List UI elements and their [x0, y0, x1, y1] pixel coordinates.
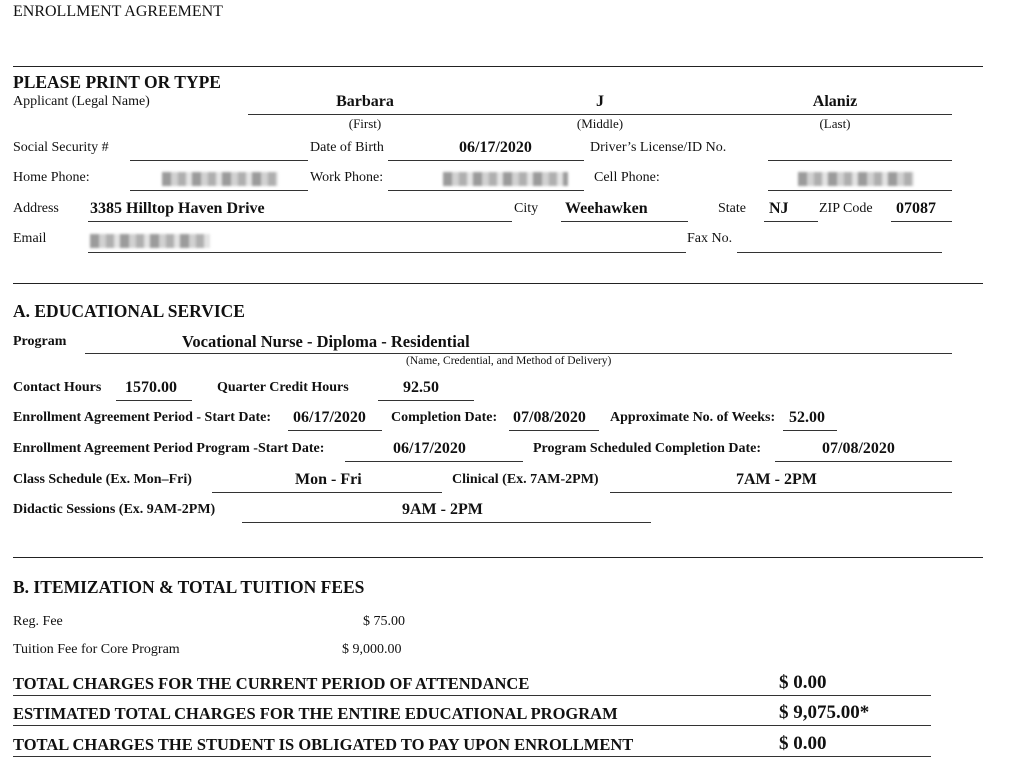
home-phone-field[interactable] — [130, 190, 308, 191]
divider — [13, 283, 983, 284]
city-label: City — [514, 201, 539, 216]
work-phone-field[interactable] — [388, 190, 584, 191]
document-title: ENROLLMENT AGREEMENT — [13, 3, 223, 20]
cell-phone-field[interactable] — [768, 190, 952, 191]
period-start-label: Enrollment Agreement Period - Start Date: — [13, 410, 272, 425]
program-completion-value[interactable]: 07/08/2020 — [822, 440, 895, 457]
program-label: Program — [13, 334, 67, 349]
work-phone-label: Work Phone: — [310, 170, 384, 185]
contact-hours-label: Contact Hours — [13, 380, 102, 395]
address-value[interactable]: 3385 Hilltop Haven Drive — [90, 200, 265, 217]
license-field[interactable] — [768, 160, 952, 161]
total-enroll-label: TOTAL CHARGES THE STUDENT IS OBLIGATED TO PAY UPON ENROLLMENT — [13, 735, 634, 754]
class-schedule-value[interactable]: Mon - Fri — [295, 471, 362, 488]
address-label: Address — [13, 201, 59, 216]
weeks-value[interactable]: 52.00 — [789, 409, 825, 426]
class-schedule-label: Class Schedule (Ex. Mon–Fri) — [13, 472, 192, 487]
dob-underline — [388, 160, 584, 161]
contact-hours-underline — [116, 400, 192, 401]
city-value[interactable]: Weehawken — [565, 200, 648, 217]
total-current-value: $ 0.00 — [779, 672, 827, 693]
completion-label: Completion Date: — [391, 410, 498, 425]
applicant-label: Applicant (Legal Name) — [13, 94, 150, 109]
total-program-underline — [13, 725, 931, 726]
last-caption: (Last) — [819, 116, 851, 131]
period-start-value[interactable]: 06/17/2020 — [293, 409, 366, 426]
section-heading-education: A. EDUCATIONAL SERVICE — [13, 301, 245, 321]
total-program-value: $ 9,075.00* — [779, 702, 870, 723]
tuition-value: $ 9,000.00 — [342, 642, 402, 657]
redacted-work-phone — [443, 172, 568, 186]
state-underline — [764, 221, 818, 222]
email-label: Email — [13, 231, 47, 246]
section-heading-fees: B. ITEMIZATION & TOTAL TUITION FEES — [13, 577, 365, 597]
license-label: Driver’s License/ID No. — [590, 140, 727, 155]
contact-hours-value[interactable]: 1570.00 — [125, 379, 177, 396]
last-name-value[interactable]: Alaniz — [812, 93, 858, 110]
program-value[interactable]: Vocational Nurse - Diploma - Residential — [182, 332, 470, 351]
total-enroll-value: $ 0.00 — [779, 733, 827, 754]
total-enroll-underline — [13, 756, 931, 757]
weeks-label: Approximate No. of Weeks: — [610, 410, 776, 425]
dob-label: Date of Birth — [310, 140, 384, 155]
reg-fee-label: Reg. Fee — [13, 614, 63, 629]
redacted-cell-phone — [798, 172, 914, 186]
clinical-underline — [610, 492, 952, 493]
clinical-value[interactable]: 7AM - 2PM — [736, 471, 817, 488]
didactic-underline — [242, 522, 651, 523]
didactic-value[interactable]: 9AM - 2PM — [402, 501, 483, 518]
total-current-label: TOTAL CHARGES FOR THE CURRENT PERIOD OF ATTENDANCE — [13, 674, 530, 693]
name-underline — [248, 114, 952, 115]
total-current-underline — [13, 695, 931, 696]
program-start-value[interactable]: 06/17/2020 — [393, 440, 466, 457]
program-start-label: Enrollment Agreement Period Program -Start Date: — [13, 441, 325, 456]
credit-hours-underline — [378, 400, 474, 401]
ssn-label: Social Security # — [13, 140, 109, 155]
period-start-underline — [288, 430, 382, 431]
divider — [13, 66, 983, 67]
fax-field[interactable] — [737, 252, 942, 253]
clinical-label: Clinical (Ex. 7AM-2PM) — [452, 472, 599, 487]
middle-name-value[interactable]: J — [596, 93, 604, 110]
divider — [13, 557, 983, 558]
completion-value[interactable]: 07/08/2020 — [513, 409, 586, 426]
redacted-home-phone — [162, 172, 278, 186]
first-name-value[interactable]: Barbara — [336, 93, 394, 110]
didactic-label: Didactic Sessions (Ex. 9AM-2PM) — [13, 502, 216, 517]
cell-phone-label: Cell Phone: — [594, 170, 660, 185]
address-underline — [88, 221, 512, 222]
tuition-label: Tuition Fee for Core Program — [13, 642, 180, 657]
zip-value[interactable]: 07087 — [896, 200, 936, 217]
class-schedule-underline — [212, 492, 442, 493]
credit-hours-value[interactable]: 92.50 — [403, 379, 439, 396]
program-start-underline — [345, 461, 523, 462]
ssn-field[interactable] — [130, 160, 308, 161]
credit-hours-label: Quarter Credit Hours — [217, 380, 349, 395]
reg-fee-value: $ 75.00 — [363, 614, 405, 629]
completion-underline — [509, 430, 599, 431]
home-phone-label: Home Phone: — [13, 170, 90, 185]
middle-caption: (Middle) — [576, 116, 624, 131]
first-caption: (First) — [348, 116, 382, 131]
fax-label: Fax No. — [687, 231, 733, 246]
program-completion-underline — [775, 461, 952, 462]
state-value[interactable]: NJ — [769, 200, 789, 217]
email-field[interactable] — [88, 252, 686, 253]
program-caption: (Name, Credential, and Method of Delivery) — [406, 355, 612, 367]
state-label: State — [718, 201, 746, 216]
redacted-email — [90, 234, 210, 248]
section-heading-print: PLEASE PRINT OR TYPE — [13, 72, 221, 92]
zip-label: ZIP Code — [819, 201, 873, 216]
total-program-label: ESTIMATED TOTAL CHARGES FOR THE ENTIRE EDUCATIONAL PROGRAM — [13, 704, 618, 723]
weeks-underline — [783, 430, 837, 431]
city-underline — [561, 221, 688, 222]
program-underline — [85, 353, 952, 354]
program-completion-label: Program Scheduled Completion Date: — [533, 441, 761, 456]
zip-underline — [891, 221, 952, 222]
dob-value[interactable]: 06/17/2020 — [459, 139, 532, 156]
